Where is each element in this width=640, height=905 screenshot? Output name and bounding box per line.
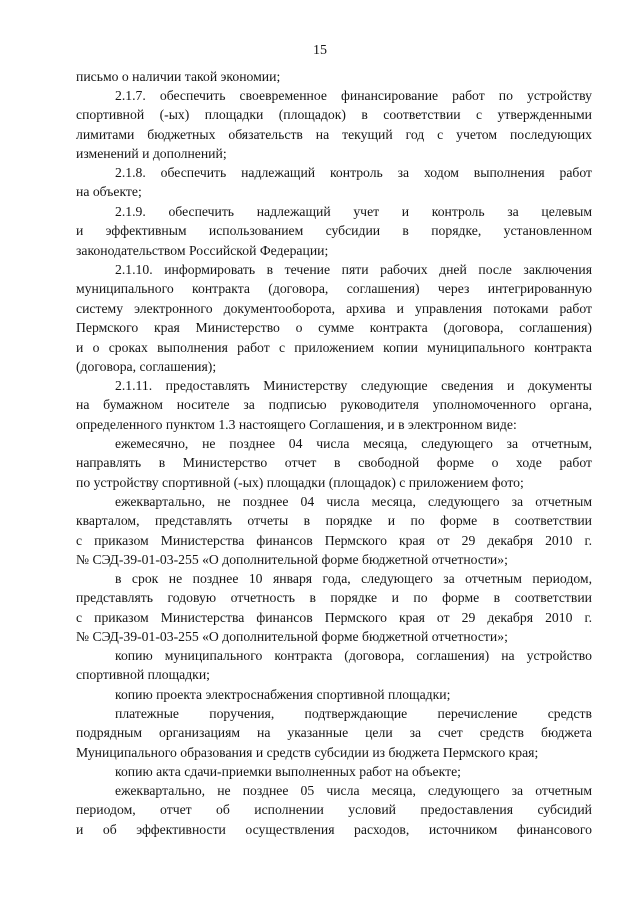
text-line: 2.1.10. информировать в течение пяти рабочих дней после заключения — [115, 262, 592, 277]
paragraph — [76, 434, 592, 492]
paragraph — [76, 492, 592, 570]
paragraph — [76, 704, 592, 762]
text-line: Муниципального образования и средств субсидии из бюджета Пермского края; — [76, 744, 539, 760]
paragraph — [76, 86, 592, 164]
text-line: законодательством Российской Федерации; — [76, 242, 329, 258]
text-line: и эффективным использованием субсидии в порядке, установленном — [76, 223, 592, 239]
page-number: 15 — [313, 43, 327, 58]
paragraph — [76, 781, 592, 839]
text-line: определенного пунктом 1.3 настоящего Соглашения, и в электронном виде: — [76, 416, 517, 432]
text-line: периодом, отчет об исполнении условий предоставления субсидий — [76, 802, 592, 818]
text-line: на объекте; — [76, 184, 142, 200]
paragraph — [76, 569, 592, 647]
text-line: 2.1.7. обеспечить своевременное финансирование работ по устройству — [115, 88, 592, 103]
text-line: Пермского края Министерство о сумме контракта (договора, соглашения) — [76, 320, 592, 336]
text-line: муниципального контракта (договора, соглашения) через интегрированную — [76, 281, 592, 297]
text-line: платежные поручения, подтверждающие перечисление средств — [115, 706, 592, 721]
text-line: ежемесячно, не позднее 04 числа месяца, следующего за отчетным, — [115, 436, 592, 451]
text-line: спортивной площадки; — [76, 667, 210, 683]
text-line: в срок не позднее 10 января года, следующего за отчетным периодом, — [115, 571, 592, 586]
text-line: лимитами бюджетных обязательств на текущий год с учетом последующих — [76, 126, 592, 142]
text-line: систему электронного документооборота, архива и управления потоками работ — [76, 300, 592, 316]
text-line: кварталом, представлять отчеты в порядке и по форме в соответствии — [76, 513, 592, 529]
text-line: № СЭД-39-01-03-255 «О дополнительной форме бюджетной отчетности»; — [76, 629, 508, 645]
text-line: (договора, соглашения); — [76, 358, 217, 374]
text-line: изменений и дополнений; — [76, 146, 227, 162]
text-line: направлять в Министерство отчет в свободной форме о ходе работ — [76, 455, 592, 471]
text-line: копию муниципального контракта (договора, соглашения) на устройство — [115, 648, 592, 663]
text-line: копию акта сдачи-приемки выполненных работ на объекте; — [115, 764, 461, 779]
text-line: по устройству спортивной (-ых) площадки (площадок) с приложением фото; — [76, 474, 524, 490]
paragraph — [76, 376, 592, 434]
text-line: и об эффективности осуществления расходов, источником финансового — [76, 821, 592, 837]
paragraph — [76, 67, 592, 86]
paragraph — [76, 685, 592, 704]
text-line: 2.1.8. обеспечить надлежащий контроль за ходом выполнения работ — [115, 165, 592, 180]
text-line: с приказом Министерства финансов Пермского края от 29 декабря 2010 г. — [76, 609, 592, 625]
text-line: с приказом Министерства финансов Пермского края от 29 декабря 2010 г. — [76, 532, 592, 548]
paragraph — [76, 260, 592, 376]
text-line: копию проекта электроснабжения спортивной площадки; — [115, 687, 451, 702]
text-line: представлять годовую отчетность в порядке и по форме в соответствии — [76, 590, 592, 606]
text-line: и о сроках выполнения работ с приложением копии муниципального контракта — [76, 339, 592, 355]
text-line: 2.1.9. обеспечить надлежащий учет и контроль за целевым — [115, 204, 592, 219]
text-line: ежеквартально, не позднее 05 числа месяца, следующего за отчетным — [115, 783, 592, 798]
text-line: на бумажном носителе за подписью руководителя уполномоченного органа, — [76, 397, 592, 413]
paragraph — [76, 163, 592, 202]
paragraph — [76, 202, 592, 260]
text-line: № СЭД-39-01-03-255 «О дополнительной форме бюджетной отчетности»; — [76, 552, 508, 568]
paragraph — [76, 646, 592, 685]
text-line: спортивной (-ых) площадки (площадок) в соответствии с утвержденными — [76, 107, 592, 123]
text-line: 2.1.11. предоставлять Министерству следующие сведения и документы — [115, 378, 592, 393]
text-line: ежеквартально, не позднее 04 числа месяца, следующего за отчетным — [115, 494, 592, 509]
text-line: подрядным организациям на указанные цели за счет средств бюджета — [76, 725, 592, 741]
paragraph — [76, 762, 592, 781]
text-line: письмо о наличии такой экономии; — [76, 69, 281, 84]
